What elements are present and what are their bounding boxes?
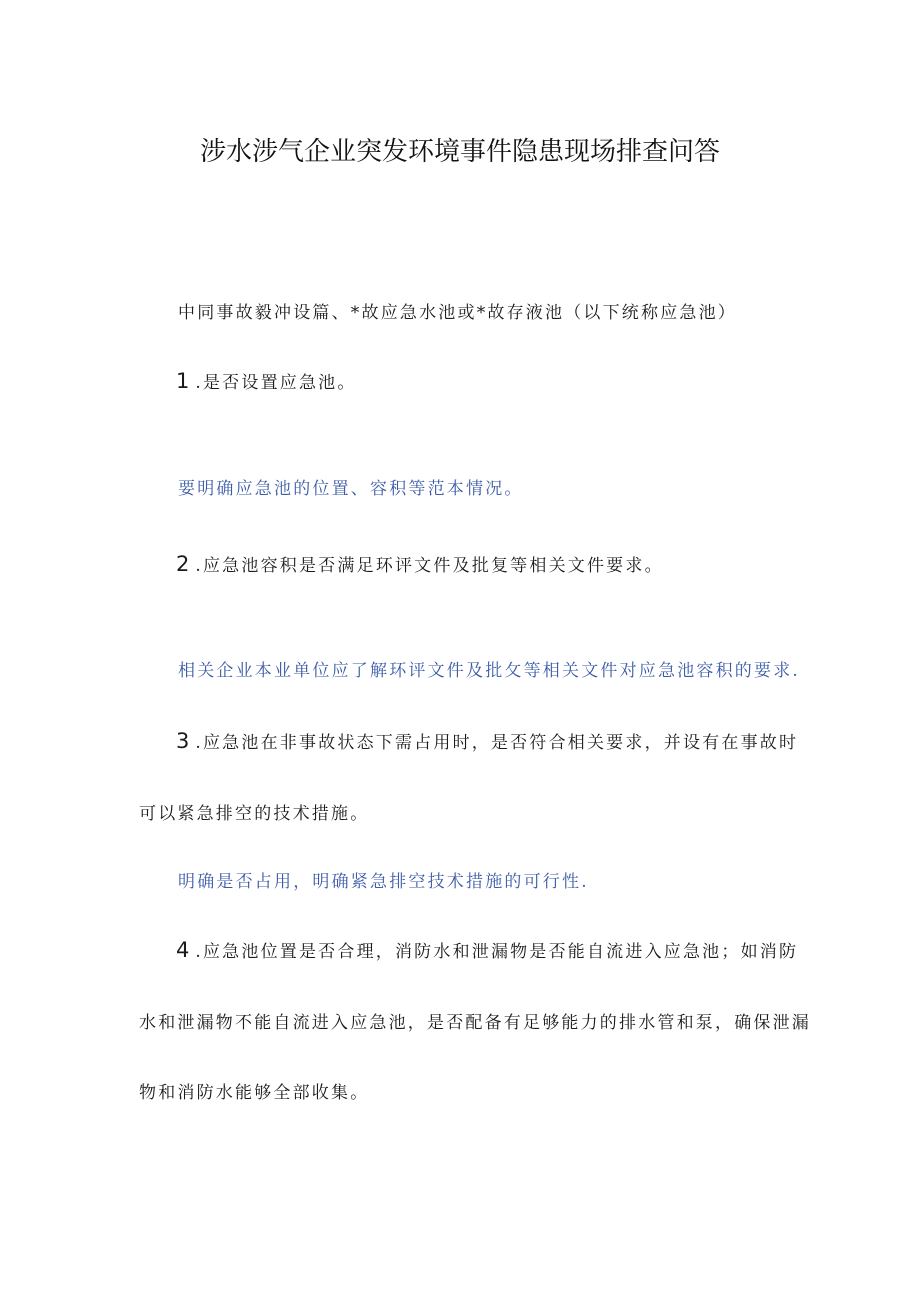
document-title: 涉水涉气企业突发环境事件隐患现场排查问答 xyxy=(199,137,720,167)
section-heading: 中同事故毅冲设篇、*故应急水池或*故存液池（以下统称应急池） xyxy=(178,303,737,323)
answer-3: 明确是否占用，明确紧急排空技术措施的可行性. xyxy=(178,872,589,892)
question-4-continuation: 水和泄漏物不能自流进入应急池，是否配备有足够能力的排水管和泵，确保泄漏 xyxy=(139,1013,811,1033)
question-2 xyxy=(176,551,664,576)
question-3 xyxy=(176,728,798,753)
question-number: 1 xyxy=(176,369,190,393)
question-3-continuation: 可以紧急排空的技术措施。 xyxy=(139,804,370,824)
question-4 xyxy=(176,937,798,962)
question-text: .应急池在非事故状态下需占用时，是否符合相关要求，并设有在事故时 xyxy=(195,733,799,753)
question-4-continuation: 物和消防水能够全部收集。 xyxy=(139,1083,370,1103)
answer-1: 要明确应急池的位置、容积等范本情况。 xyxy=(178,479,524,499)
question-number: 3 xyxy=(176,729,190,753)
question-1 xyxy=(176,368,357,393)
question-text: .应急池容积是否满足环评文件及批复等相关文件要求。 xyxy=(195,556,664,576)
question-number: 2 xyxy=(176,552,190,576)
question-text: .应急池位置是否合理，消防水和泄漏物是否能自流进入应急池；如消防 xyxy=(195,942,799,962)
answer-2: 相关企业本业单位应了解环评文件及批攵等相关文件对应急池容积的要求. xyxy=(178,661,801,681)
question-number: 4 xyxy=(176,938,190,962)
question-text: .是否设置应急池。 xyxy=(195,373,357,393)
